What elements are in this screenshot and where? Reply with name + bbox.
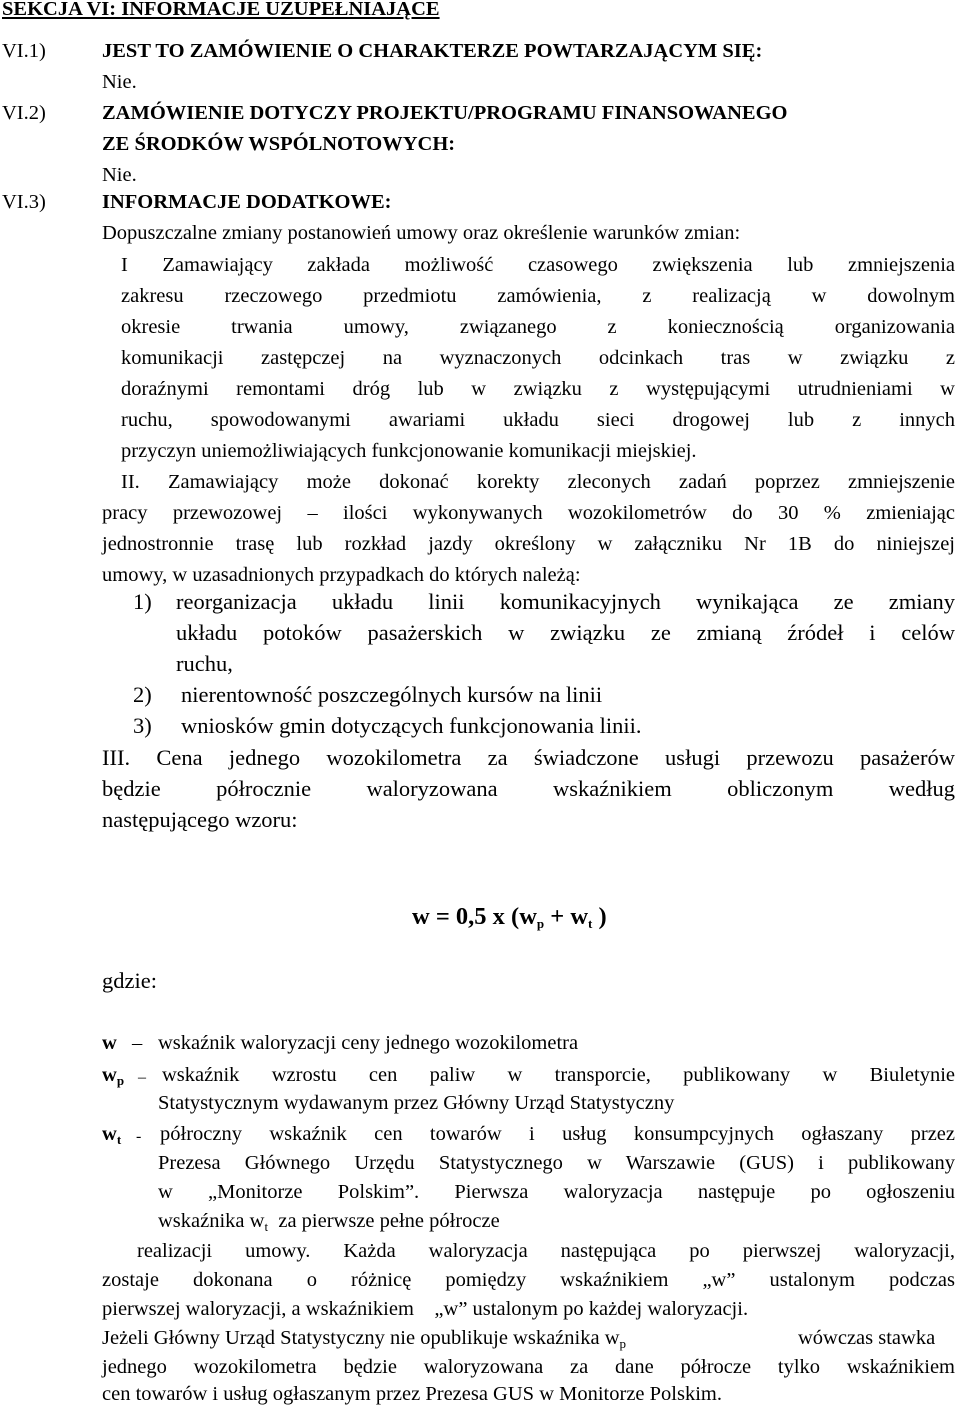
- list-item-text: reorganizacja układu linii komunikacyjnych wynikająca ze zmiany: [176, 589, 955, 614]
- list-item-text: nierentowność poszczególnych kursów na linii: [181, 682, 603, 707]
- paragraph-4-line: pierwszej waloryzacji, a wskaźnikiem „w” ustalonym po każdej waloryzacji.: [102, 1298, 749, 1320]
- section-title-vi1: JEST TO ZAMÓWIENIE O CHARAKTERZE POWTARZAJĄCYM SIĘ:: [102, 40, 763, 62]
- def-dash: –: [132, 1032, 143, 1054]
- intro-line: Dopuszczalne zmiany postanowień umowy oraz określenie warunków zmian:: [102, 222, 741, 244]
- answer-vi2: Nie.: [102, 164, 137, 186]
- paragraph-1-line: okresie trwania umowy, związanego z koniecznością organizowania: [121, 316, 955, 338]
- paragraph-1-line: przyczyn uniemożliwiających funkcjonowanie komunikacji miejskiej.: [121, 440, 697, 462]
- section-title-vi2-line2: ZE ŚRODKÓW WSPÓLNOTOWYCH:: [102, 133, 456, 155]
- section-title-vi2-line1: ZAMÓWIENIE DOTYCZY PROJEKTU/PROGRAMU FINANSOWANEGO: [102, 102, 788, 124]
- def-text: Prezesa Głównego Urzędu Statystycznego w Warszawie (GUS) i publikowany: [158, 1152, 955, 1174]
- paragraph-1-line: komunikacji zastępczej na wyznaczonych odcinkach tras w związku z: [121, 347, 955, 369]
- def-dash: –: [138, 1069, 146, 1086]
- list-item-text: ruchu,: [176, 651, 233, 676]
- answer-vi1: Nie.: [102, 71, 137, 93]
- paragraph-3-line: będzie półrocznie waloryzowana wskaźnikiem obliczonym według: [102, 776, 955, 801]
- paragraph-1-line: I Zamawiający zakłada możliwość czasowego zwiększenia lub zmniejszenia: [121, 254, 955, 276]
- paragraph-3-line: III. Cena jednego wozokilometra za świadczone usługi przewozu pasażerów: [102, 745, 955, 770]
- list-number: 2): [133, 682, 152, 707]
- paragraph-3-line: następującego wzoru:: [102, 807, 298, 832]
- def-symbol-wt: $w_t$: [102, 1123, 122, 1147]
- list-item-text: układu potoków pasażerskich w związku ze zmianą źródeł i celów: [176, 620, 955, 645]
- paragraph-2-line: pracy przewozowej – ilości wykonywanych wozokilometrów do 30 % zmieniając: [102, 502, 955, 524]
- def-text: wskaźnika $w_t$ za pierwsze pełne półrocze: [158, 1210, 500, 1234]
- def-dash: -: [136, 1128, 142, 1145]
- section-number-vi2: VI.2): [2, 102, 46, 124]
- def-symbol-wp: $w_p$: [102, 1064, 125, 1088]
- def-text: wskaźnik waloryzacji ceny jednego wozokilometra: [158, 1032, 579, 1054]
- formula: w = 0,5 x ($w_p + w_t$ ): [412, 903, 607, 931]
- def-symbol-w: w: [102, 1032, 117, 1054]
- list-item-text: wniosków gmin dotyczących funkcjonowania linii.: [181, 713, 642, 738]
- list-number: 1): [133, 589, 152, 614]
- paragraph-5-line: Jeżeli Główny Urząd Statystyczny nie opublikuje wskaźnika $w_p$: [102, 1327, 626, 1351]
- where-label: gdzie:: [102, 968, 157, 993]
- section-number-vi1: VI.1): [2, 40, 46, 62]
- paragraph-2-line: II. Zamawiający może dokonać korekty zleconych zadań poprzez zmniejszenie: [121, 471, 955, 493]
- def-text: wskaźnik wzrostu cen paliw w transporcie, publikowany w Biuletynie: [162, 1064, 955, 1086]
- paragraph-5-line-end: wówczas stawka: [798, 1327, 936, 1349]
- paragraph-5-line: cen towarów i usług ogłaszanym przez Prezesa GUS w Monitorze Polskim.: [102, 1383, 722, 1405]
- def-text: Statystycznym wydawanym przez Główny Urząd Statystyczny: [158, 1092, 675, 1114]
- paragraph-2-line: umowy, w uzasadnionych przypadkach do których należą:: [102, 564, 581, 586]
- section-title-vi3: INFORMACJE DODATKOWE:: [102, 191, 392, 213]
- def-text: w „Monitorze Polskim”. Pierwsza waloryzacja następuje po ogłoszeniu: [158, 1181, 955, 1203]
- section-number-vi3: VI.3): [2, 191, 46, 213]
- paragraph-2-line: jednostronnie trasę lub rozkład jazdy określony w załączniku Nr 1B do niniejszej: [102, 533, 955, 555]
- list-number: 3): [133, 713, 152, 738]
- section-header: SEKCJA VI: INFORMACJE UZUPEŁNIAJĄCE: [2, 0, 440, 20]
- paragraph-4-line: realizacji umowy. Każda waloryzacja następująca po pierwszej waloryzacji,: [137, 1240, 955, 1262]
- paragraph-5-line: jednego wozokilometra będzie waloryzowana za dane półrocze tylko wskaźnikiem: [102, 1356, 955, 1378]
- paragraph-4-line: zostaje dokonana o różnicę pomiędzy wskaźnikiem „w” ustalonym podczas: [102, 1269, 955, 1291]
- paragraph-1-line: doraźnymi remontami dróg lub w związku z występującymi utrudnieniami w: [121, 378, 955, 400]
- def-text: półroczny wskaźnik cen towarów i usług konsumpcyjnych ogłaszany przez: [160, 1123, 955, 1145]
- paragraph-1-line: zakresu rzeczowego przedmiotu zamówienia, z realizacją w dowolnym: [121, 285, 955, 307]
- paragraph-1-line: ruchu, spowodowanymi awariami układu sieci drogowej lub z innych: [121, 409, 955, 431]
